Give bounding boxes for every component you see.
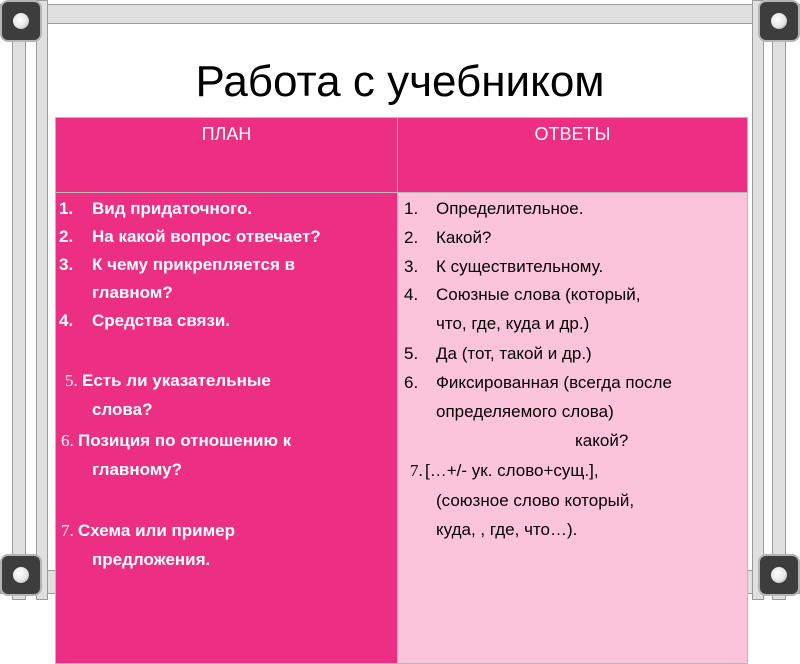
- plan-number-2: 2.: [59, 227, 74, 246]
- answer-number-1: 1.: [404, 199, 419, 218]
- answer-item-6-line-3: какой?: [575, 431, 629, 450]
- plan-item-3-line-2: главном?: [92, 283, 173, 302]
- answer-number-6: 6.: [404, 373, 419, 392]
- answer-item-6-line-1: Фиксированная (всегда после: [436, 373, 672, 392]
- answers-cell: [398, 193, 748, 664]
- answer-item-7-line-1: […+/- ук. слово+сущ.],: [425, 461, 599, 480]
- answer-item-6-line-2: определяемого слова): [436, 402, 614, 421]
- answer-number-2: 2.: [404, 228, 419, 247]
- plan-item-1: Вид придаточного.: [92, 199, 253, 218]
- plan-item-2: На какой вопрос отвечает?: [92, 227, 321, 246]
- plan-number-6: 6.: [61, 431, 74, 450]
- plan-item-3-line-1: К чему прикрепляется в: [92, 255, 296, 274]
- plan-number-3: 3.: [59, 255, 74, 274]
- answer-item-7-line-3: куда, , где, что…).: [436, 520, 578, 539]
- answer-item-1: Определительное.: [436, 199, 584, 218]
- answer-item-7-line-2: (союзное слово который,: [436, 491, 635, 510]
- plan-item-7-line-1: Схема или пример: [78, 521, 236, 540]
- answer-item-4-line-1: Союзные слова (который,: [436, 285, 641, 304]
- corner-knob-bottom-left: [0, 554, 42, 596]
- plan-item-6-line-2: главному?: [92, 460, 182, 479]
- plan-cell: [56, 193, 398, 664]
- page-title: Работа с учебником: [195, 57, 605, 106]
- answer-number-5: 5.: [404, 344, 419, 363]
- answer-item-2: Какой?: [436, 228, 492, 247]
- corner-knob-top-left: [0, 0, 42, 42]
- plan-item-7-line-2: предложения.: [92, 550, 211, 569]
- corner-knob-top-right: [758, 0, 800, 42]
- answer-number-4: 4.: [404, 285, 419, 304]
- table-body-row: [56, 193, 748, 664]
- plan-number-4: 4.: [59, 311, 74, 330]
- plan-item-4: Средства связи.: [92, 311, 231, 330]
- answer-item-4-line-2: что, где, куда и др.): [436, 314, 590, 333]
- plan-item-6-line-1: Позиция по отношению к: [78, 431, 292, 450]
- plan-number-1: 1.: [59, 199, 74, 218]
- answer-number-3: 3.: [404, 257, 419, 276]
- plan-answers-table: [55, 117, 748, 664]
- corner-knob-bottom-right: [758, 554, 800, 596]
- plan-number-7: 7.: [61, 521, 74, 540]
- frame-bar-top: [0, 4, 800, 24]
- plan-item-5-line-1: Есть ли указательные: [82, 371, 271, 390]
- header-plan: ПЛАН: [56, 118, 398, 193]
- table-header-row: [56, 118, 748, 193]
- answer-number-7: 7.: [410, 461, 423, 480]
- answer-item-3: К существительному.: [436, 257, 604, 276]
- header-answers: ОТВЕТЫ: [398, 118, 748, 193]
- plan-number-5: 5.: [65, 371, 78, 390]
- answer-item-5: Да (тот, такой и др.): [436, 344, 592, 363]
- plan-item-5-line-2: слова?: [92, 400, 153, 419]
